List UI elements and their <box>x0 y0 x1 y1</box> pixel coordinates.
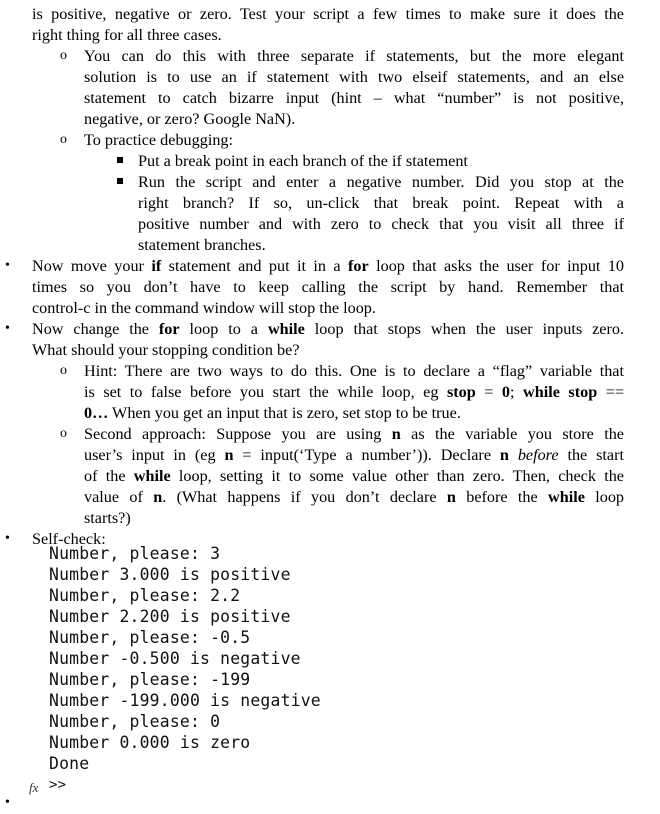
circle-bullet-icon: o <box>60 426 67 441</box>
hint-line-3: 0… When you get an input that is zero, set stop to be true. <box>84 404 461 422</box>
console-line: Number, please: 0 <box>49 712 221 731</box>
circle-bullet-icon: o <box>60 132 67 147</box>
debug-item-b-line-2: right branch? If so, un-click that break point. Repeat with a <box>138 194 624 212</box>
second-line-4: value of n. (What happens if you don’t declare n before the while loop <box>84 488 625 506</box>
console-line: Number -199.000 is negative <box>49 691 321 710</box>
debug-item-b-line-4: statement branches. <box>138 236 266 254</box>
console-line: Number, please: 2.2 <box>49 586 241 605</box>
hint-line-1: Hint: There are two ways to do this. One is to declare a “flag” variable that <box>84 362 624 380</box>
for-line-2: times so you don’t have to keep calling the script by hand. Remember that <box>32 278 624 296</box>
circle-bullet-icon: o <box>60 48 67 63</box>
elegant-line-4: negative, or zero? Google NaN). <box>84 110 296 128</box>
intro-line-2: right thing for all three cases. <box>32 26 222 44</box>
bullet-icon: • <box>5 258 10 273</box>
while-line-1: Now change the for loop to a while loop that stops when the user inputs zero. <box>32 320 624 338</box>
console-line: Number 0.000 is zero <box>49 733 251 752</box>
selfcheck-title: Self-check: <box>32 530 106 548</box>
console-line: Number 2.200 is positive <box>49 607 291 626</box>
circle-bullet-icon: o <box>60 363 67 378</box>
second-line-5: starts?) <box>84 509 131 527</box>
square-bullet-icon <box>117 157 123 163</box>
console-line: Number, please: 3 <box>49 544 221 563</box>
for-line-3: control-c in the command window will stop the loop. <box>32 299 376 317</box>
bullet-icon: • <box>5 795 10 810</box>
elegant-line-3: statement to catch bizarre input (hint – what “number” is not positive, <box>84 89 624 107</box>
second-line-2: user’s input in (eg n = input(‘Type a number’)). Declare n before the start <box>84 446 625 464</box>
second-line-3: of the while loop, setting it to some value other than zero. Then, check the <box>84 467 624 485</box>
console-line: Done <box>49 754 90 773</box>
hint-line-2: is set to false before you start the while loop, eg stop = 0; while stop == <box>84 383 624 401</box>
debug-item-b-line-3: positive number and with zero to check that you visit all three if <box>138 215 624 233</box>
elegant-line-1: You can do this with three separate if statements, but the more elegant <box>84 47 624 65</box>
debug-heading: To practice debugging: <box>84 131 233 149</box>
while-line-2: What should your stopping condition be? <box>32 341 300 359</box>
debug-item-b-line-1: Run the script and enter a negative number. Did you stop at the <box>138 173 624 191</box>
command-prompt[interactable]: >> <box>49 777 67 793</box>
fx-icon: fx <box>29 780 39 795</box>
second-line-1: Second approach: Suppose you are using n as the variable you store the <box>84 425 624 443</box>
console-line: Number 3.000 is positive <box>49 565 291 584</box>
bullet-icon: • <box>5 531 10 546</box>
bullet-icon: • <box>5 321 10 336</box>
console-line: Number -0.500 is negative <box>49 649 301 668</box>
debug-item-a: Put a break point in each branch of the if statement <box>138 152 468 170</box>
for-line-1: Now move your if statement and put it in a for loop that asks the user for input 10 <box>32 257 625 275</box>
square-bullet-icon <box>117 178 123 184</box>
console-line: Number, please: -199 <box>49 670 251 689</box>
elegant-line-2: solution is to use an if statement with two elseif statements, and an else <box>84 68 624 86</box>
console-line: Number, please: -0.5 <box>49 628 251 647</box>
intro-line-1: is positive, negative or zero. Test your script a few times to make sure it does the <box>32 5 624 23</box>
